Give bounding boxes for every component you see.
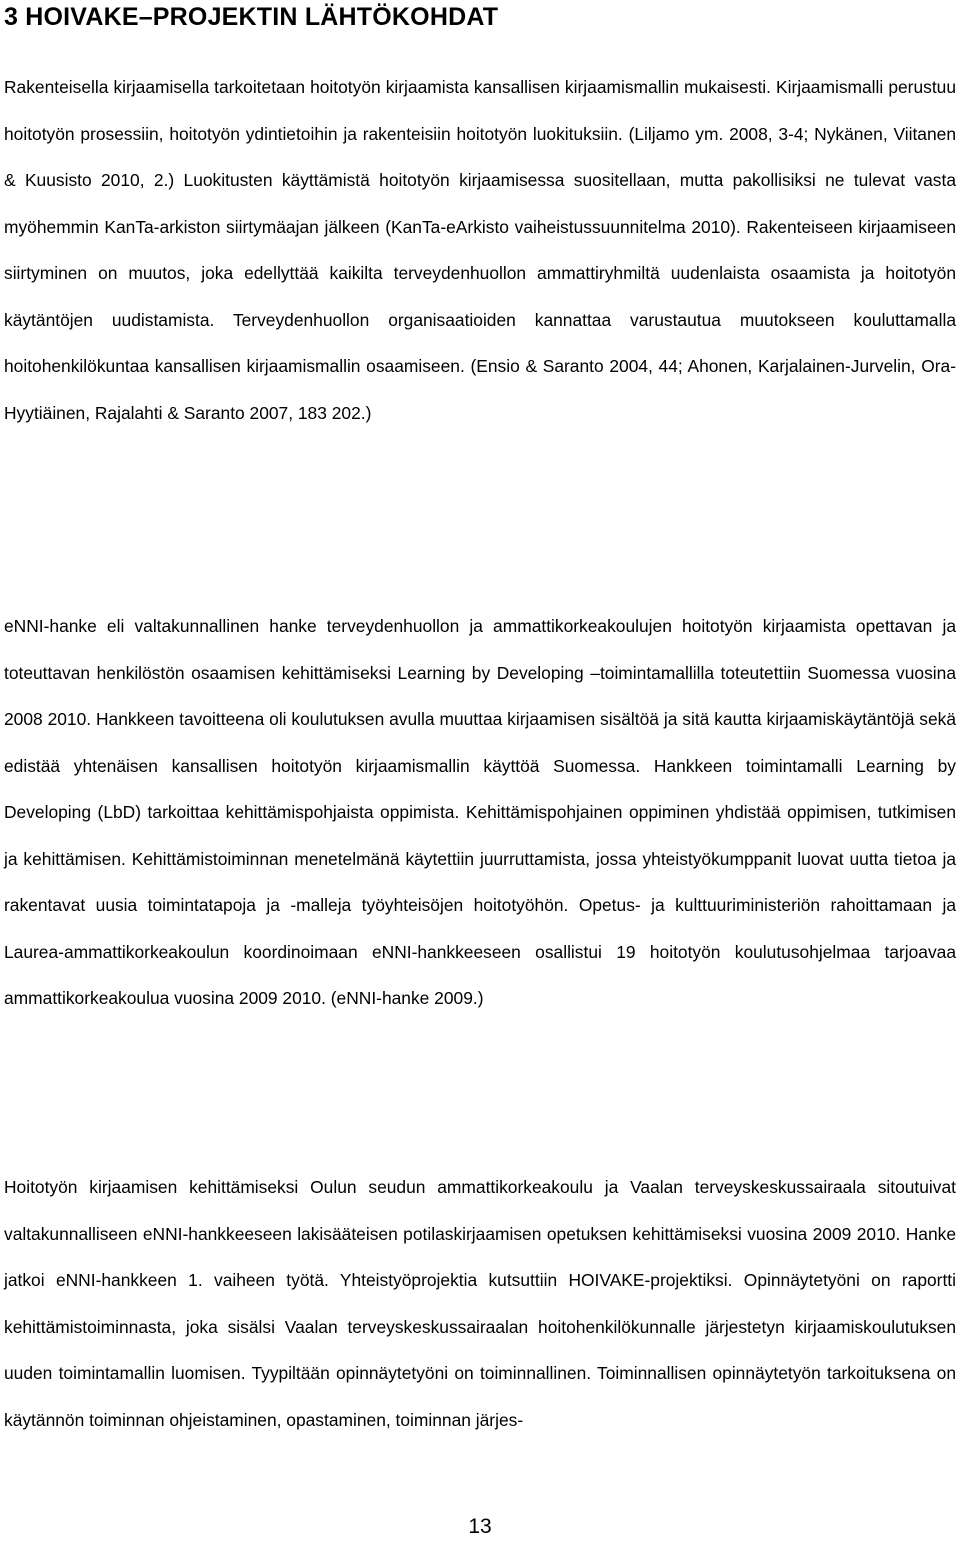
paragraph-hoivake-project: Hoitotyön kirjaamisen kehittämiseksi Oulun seudun ammattikorkeakoulu ja Vaalan terveyskeskussairaala sitoutuivat valtakunnalliseen eNNI-hankkeeseen lakisääteisen potilaskirjaamisen opetuksen kehittämiseksi vuosina 2009 2010. Hanke jatkoi eNNI-hankkeen 1. vaiheen työtä. Yhteistyöprojektia kutsuttiin HOIVAKE-projektiksi. Opinnäytetyöni on raportti kehittämistoiminnasta, joka sisälsi Vaalan terveyskeskussairaalan hoitohenkilökunnalle järjestetyn kirjaamiskoulutuksen uuden toimintamallin luomisen. Tyypiltään opinnäytetyöni on toiminnallinen. Toiminnallisen opinnäytetyön tarkoituksena on käytännön toiminnan ohjeistaminen, opastaminen, toiminnan järjes- xyxy=(4,1177,956,1430)
chapter-heading: 3 HOIVAKE–PROJEKTIN LÄHTÖKOHDAT xyxy=(4,3,499,31)
paragraph-enni-project: eNNI-hanke eli valtakunnallinen hanke terveydenhuollon ja ammattikorkeakoulujen hoitotyön kirjaamista opettavan ja toteuttavan henkilöstön osaamisen kehittämiseksi Learning by Developing –toimintamallilla toteutettiin Suomessa vuosina 2008 2010. Hankkeen tavoitteena oli koulutuksen avulla muuttaa kirjaamisen sisältöä ja sitä kautta kirjaamiskäytäntöjä sekä edistää yhtenäisen kansallisen hoitotyön kirjaamismallin käyttöä Suomessa. Hankkeen toimintamalli Learning by Developing (LbD) tarkoittaa kehittämispohjaista oppimista. Kehittämispohjainen oppiminen yhdistää oppimisen, tutkimisen ja kehittämisen. Kehittämistoiminnan menetelmänä käytettiin juurruttamista, jossa yhteistyökumppanit luovat uutta tietoa ja rakentavat uusia toimintatapoja ja -malleja työyhteisöjen hoitotyöhön. Opetus- ja kulttuuriministeriön rahoittamaan ja Laurea-ammattikorkeakoulun koordinoimaan eNNI-hankkeeseen osallistui 19 hoitotyön koulutusohjelmaa tarjoavaa ammattikorkeakoulua vuosina 2009 2010. (eNNI-hanke 2009.) xyxy=(4,616,956,1008)
page-number: 13 xyxy=(468,1515,492,1538)
paragraph-structured-documentation: Rakenteisella kirjaamisella tarkoitetaan hoitotyön kirjaamista kansallisen kirjaamismallin mukaisesti. Kirjaamismalli perustuu hoitotyön prosessiin, hoitotyön ydintietoihin ja rakenteisiin hoitotyön luokituksiin. (Liljamo ym. 2008, 3-4; Nykänen, Viitanen & Kuusisto 2010, 2.) Luokitusten käyttämistä hoitotyön kirjaamisessa suositellaan, mutta pakollisiksi ne tulevat vasta myöhemmin KanTa-arkiston siirtymäajan jälkeen (KanTa-eArkisto vaiheistussuunnitelma 2010). Rakenteiseen kirjaamiseen siirtyminen on muutos, joka edellyttää kaikilta terveydenhuollon ammattiryhmiltä uudenlaista osaamista ja hoitotyön käytäntöjen uudistamista. Terveydenhuollon organisaatioiden kannattaa varustautua muutokseen kouluttamalla hoitohenkilökuntaa kansallisen kirjaamismallin osaamiseen. (Ensio & Saranto 2004, 44; Ahonen, Karjalainen-Jurvelin, Ora-Hyytiäinen, Rajalahti & Saranto 2007, 183 202.) xyxy=(4,77,956,423)
